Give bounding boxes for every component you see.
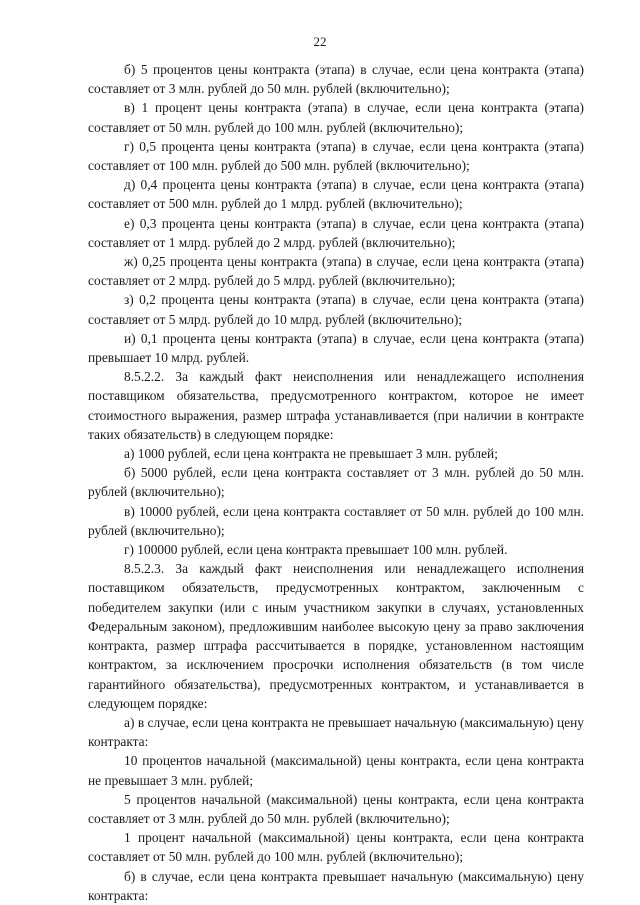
page-number: 22 bbox=[313, 34, 327, 49]
paragraph: 10 процентов начальной (максимальной) цены контракта, если цена контракта не превышает 3 млн. рублей; bbox=[88, 753, 584, 788]
paragraph: а) 1000 рублей, если цена контракта не превышает 3 млн. рублей; bbox=[124, 446, 498, 462]
paragraph: а) в случае, если цена контракта не превышает начальную (максимальную) цену контракта: bbox=[88, 714, 584, 750]
paragraph: е) 0,3 процента цены контракта (этапа) в случае, если цена контракта (этапа) составляет от 1 млрд. рублей до 2 млрд. рублей (включительно); bbox=[88, 215, 584, 250]
paragraph: б) 5 процентов цены контракта (этапа) в случае, если цена контракта (этапа) составляет от 3 млн. рублей до 50 млн. рублей (включительно); bbox=[88, 62, 584, 97]
paragraph: ж) 0,25 процента цены контракта (этапа) в случае, если цена контракта (этапа) составляет от 2 млрд. рублей до 5 млрд. рублей (включительно); bbox=[88, 254, 584, 289]
document-body bbox=[88, 60, 584, 905]
paragraph: 1 процент начальной (максимальной) цены контракта, если цена контракта составляет от 50 млн. рублей до 100 млн. рублей (включительно); bbox=[88, 830, 584, 865]
paragraph: и) 0,1 процента цены контракта (этапа) в случае, если цена контракта (этапа) превышает 10 млрд. рублей. bbox=[88, 330, 584, 366]
paragraph: з) 0,2 процента цены контракта (этапа) в случае, если цена контракта (этапа) составляет от 5 млрд. рублей до 10 млрд. рублей (включительно); bbox=[88, 292, 584, 327]
paragraph: б) 5000 рублей, если цена контракта составляет от 3 млн. рублей до 50 млн. рублей (включительно); bbox=[88, 465, 584, 500]
paragraph: 8.5.2.2. За каждый факт неисполнения или ненадлежащего исполнения поставщиком обязательства, предусмотренного контрактом, которое не имеет стоимостного выражения, размер штрафа устанавливается (при наличии в контракте таких обязательств) в следующем порядке: bbox=[88, 369, 584, 442]
paragraph: г) 0,5 процента цены контракта (этапа) в случае, если цена контракта (этапа) составляет от 100 млн. рублей до 500 млн. рублей (включительно); bbox=[88, 138, 584, 174]
paragraph: 5 процентов начальной (максимальной) цены контракта, если цена контракта составляет от 3 млн. рублей до 50 млн. рублей (включительно); bbox=[88, 791, 584, 826]
paragraph: д) 0,4 процента цены контракта (этапа) в случае, если цена контракта (этапа) составляет от 500 млн. рублей до 1 млрд. рублей (включительно); bbox=[88, 177, 584, 212]
paragraph: в) 1 процент цены контракта (этапа) в случае, если цена контракта (этапа) составляет от 50 млн. рублей до 100 млн. рублей (включительно); bbox=[88, 100, 584, 135]
paragraph: б) в случае, если цена контракта превышает начальную (максимальную) цену контракта: bbox=[88, 868, 584, 903]
paragraph: в) 10000 рублей, если цена контракта составляет от 50 млн. рублей до 100 млн. рублей (включительно); bbox=[88, 503, 584, 538]
paragraph: г) 100000 рублей, если цена контракта превышает 100 млн. рублей. bbox=[124, 542, 508, 558]
paragraph: 8.5.2.3. За каждый факт неисполнения или ненадлежащего исполнения поставщиком обязательств, предусмотренных контрактом, заключенным с победителем закупки (или с иным участником закупки в случаях, установленных Федеральным законом), предложившим наиболее высокую цену за право заключения контракта, размер штрафа рассчитывается в порядке, установленном настоящим контрактом, за исключением просрочки исполнения обязательств (в том числе гарантийного обязательства), предусмотренных контрактом, и устанавливается в следующем порядке: bbox=[88, 561, 584, 711]
